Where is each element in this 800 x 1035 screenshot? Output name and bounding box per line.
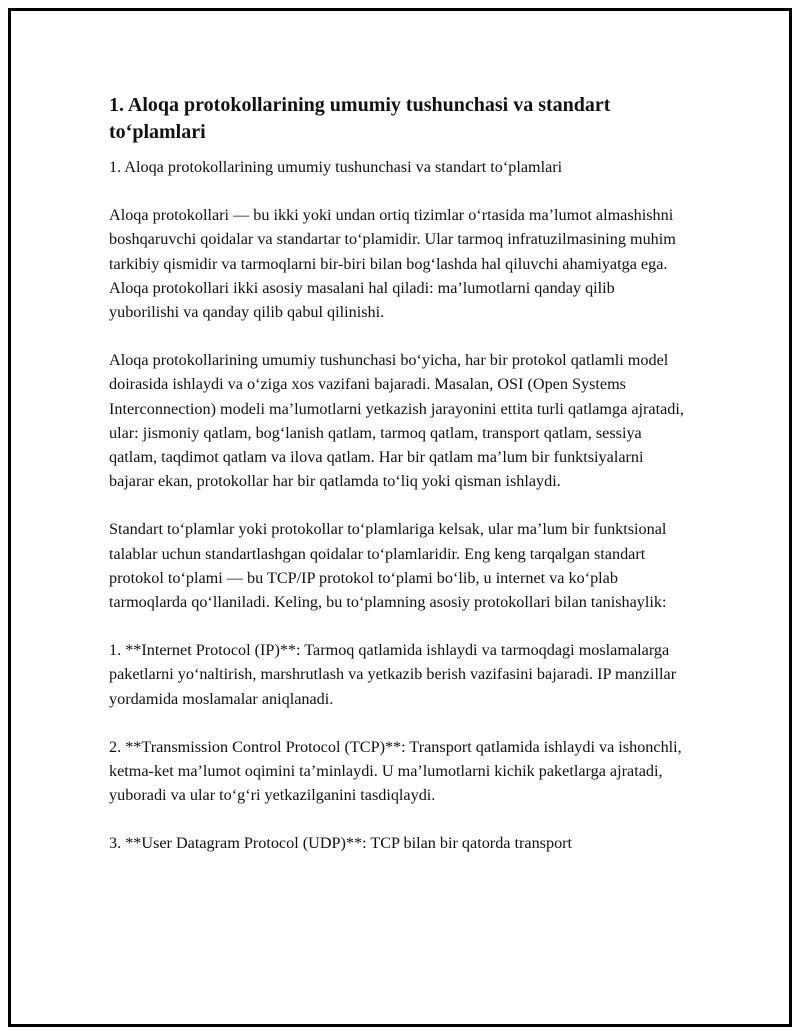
paragraph-subtitle: 1. Aloqa protokollarining umumiy tushunchasi va standart to‘plamlari	[109, 158, 563, 176]
list-item-ip: 1. **Internet Protocol (IP)**: Tarmoq qatlamida ishlaydi va tarmoqdagi moslamalarga paketlarni yo‘naltirish, marshrutlash va yetkazib berish vazifasini bajaradi. IP manzillar yordamida moslamalar aniqlanadi.	[109, 641, 677, 708]
list-item-tcp: 2. **Transmission Control Protocol (TCP)**: Transport qatlamida ishlaydi va ishonchli, ketma-ket ma’lumot oqimini ta’minlaydi. U ma’lumotlarni kichik paketlarga ajratadi, yuboradi va ular to‘g‘ri yetkazilganini tasdiqlaydi.	[109, 737, 682, 805]
paragraph-standard-suites: Standart to‘plamlar yoki protokollar to‘plamlariga kelsak, ular ma’lum bir funktsional talablar uchun standartlashgan qoidalar to‘plamlaridir. Eng keng tarqalgan standart protokol to‘plami — bu TCP/IP protokol to‘plami bo‘lib, u internet va ko‘plab tarmoqlarda qo‘llaniladi. Keling, bu to‘plamning asosiy protokollari bilan tanishaylik:	[109, 520, 667, 612]
list-item-udp: 3. **User Datagram Protocol (UDP)**: TCP bilan bir qatorda transport	[109, 834, 573, 853]
document-body	[109, 92, 684, 856]
document-title: 1. Aloqa protokollarining umumiy tushunchasi va standart to‘plamlari	[109, 94, 611, 143]
paragraph-osi-model: Aloqa protokollarining umumiy tushunchasi bo‘yicha, har bir protokol qatlamli model doirasida ishlaydi va o‘ziga xos vazifani bajaradi. Masalan, OSI (Open Systems Interconnection) modeli ma’lumotlarni yetkazish jarayonini ettita turli qatlamga ajratadi, ular: jismoniy qatlam, bog‘lanish qatlam, tarmoq qatlam, transport qatlam, sessiya qatlam, taqdimot qatlam va ilova qatlam. Har bir qatlam ma’lum bir funktsiyalarni bajarar ekan, protokollar har bir qatlamda to‘liq yoki qisman ishlaydi.	[109, 351, 684, 491]
paragraph-protocols-definition: Aloqa protokollari — bu ikki yoki undan ortiq tizimlar o‘rtasida ma’lumot almashishni boshqaruvchi qoidalar va standartar to‘plamidir. Ular tarmoq infratuzilmasining muhim tarkibiy qismidir va tarmoqlarni bir-biri bilan bog‘lashda hal qiluvchi ahamiyatga ega. Aloqa protokollari ikki asosiy masalani hal qiladi: ma’lumotlarni qanday qilib yuborilishi va qanday qilib qabul qilinishi.	[109, 206, 676, 322]
